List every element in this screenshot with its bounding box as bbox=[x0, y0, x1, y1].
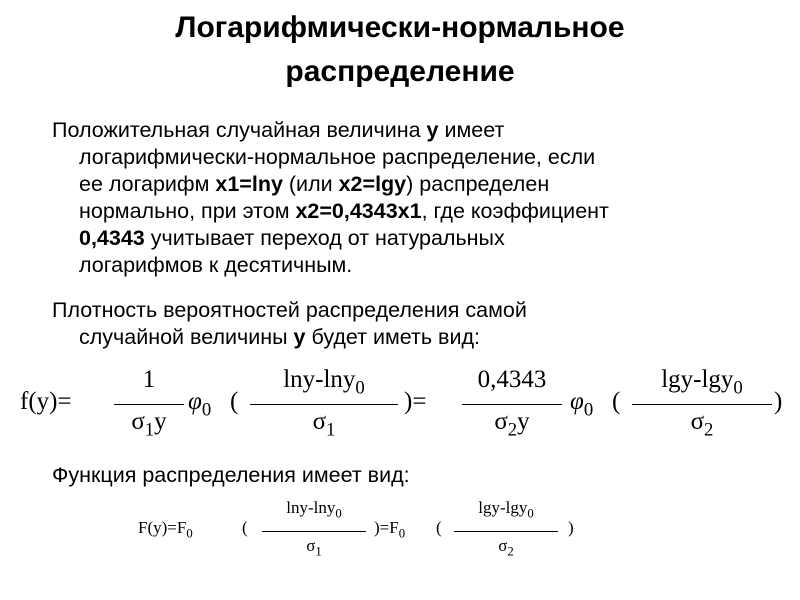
title-line-1: Логарифмически-нормальное bbox=[175, 11, 625, 44]
subscript: 1 bbox=[326, 419, 336, 441]
numerator bbox=[250, 366, 398, 399]
para3-line-1: Функция распределения имеет вид: bbox=[52, 463, 410, 487]
para2-line-2 bbox=[52, 324, 772, 351]
sigma: σ bbox=[131, 408, 145, 435]
close-paren: ) bbox=[568, 518, 574, 537]
fraction-lny bbox=[250, 364, 398, 454]
close-paren: ) bbox=[774, 388, 783, 415]
sigma: σ bbox=[494, 408, 508, 435]
fraction-0-4343 bbox=[462, 364, 562, 454]
denominator bbox=[454, 536, 558, 559]
text: ) распределен bbox=[406, 172, 550, 196]
fraction-lgy bbox=[454, 498, 558, 574]
cdf-formula bbox=[138, 498, 658, 578]
para2-line-1: Плотность вероятностей распределения самой bbox=[52, 298, 527, 322]
denominator bbox=[462, 408, 562, 441]
para1-line-4 bbox=[52, 198, 772, 225]
close-paren-equals: )= bbox=[404, 388, 427, 415]
density-paragraph bbox=[52, 297, 772, 351]
subscript: 0 bbox=[733, 377, 743, 399]
definition-paragraph bbox=[52, 117, 772, 279]
fraction-bar bbox=[262, 531, 366, 532]
subscript: 2 bbox=[507, 544, 514, 559]
close-paren-equals-F0 bbox=[374, 518, 406, 541]
cdf-paragraph bbox=[52, 462, 772, 489]
open-paren: ( bbox=[242, 518, 248, 537]
fraction-bar bbox=[454, 531, 558, 532]
y: y bbox=[517, 408, 530, 435]
text: lgy-lgy bbox=[661, 366, 734, 393]
variable-y: y bbox=[426, 118, 439, 142]
numerator bbox=[262, 498, 366, 521]
open-paren-2: ( bbox=[436, 518, 442, 537]
subscript: 0 bbox=[201, 399, 212, 421]
fraction-bar bbox=[462, 404, 562, 405]
subscript: 2 bbox=[507, 419, 518, 441]
numerator bbox=[454, 498, 558, 521]
subscript: 0 bbox=[335, 506, 342, 521]
subscript: 1 bbox=[315, 544, 322, 559]
phi-zero-2 bbox=[570, 388, 594, 421]
expr-x2: x2=lgy bbox=[338, 172, 407, 196]
variable-y: y bbox=[293, 325, 306, 349]
sigma: σ bbox=[498, 536, 508, 555]
y: y bbox=[154, 408, 167, 435]
slide-title bbox=[0, 6, 800, 94]
open-paren-2: ( bbox=[612, 388, 621, 415]
denominator bbox=[632, 408, 772, 441]
expr-x1: x1=lny bbox=[215, 172, 283, 196]
text: ее логарифм bbox=[79, 172, 216, 196]
text: Положительная случайная величина bbox=[52, 118, 427, 142]
text: (или bbox=[282, 172, 339, 196]
denominator bbox=[114, 408, 184, 441]
expr-relation: x2=0,4343x1 bbox=[295, 199, 422, 223]
coefficient: 0,4343 bbox=[79, 226, 145, 250]
text: учитывает переход от натуральных bbox=[144, 226, 505, 250]
text: lny-lny bbox=[283, 366, 356, 393]
phi-zero bbox=[188, 388, 212, 421]
subscript: 1 bbox=[144, 419, 155, 441]
fraction-bar bbox=[114, 404, 184, 405]
formula-lhs: f(y)= bbox=[20, 388, 72, 415]
phi-symbol: φ bbox=[188, 388, 202, 415]
text: будет иметь вид: bbox=[305, 325, 480, 349]
text: нормально, при этом bbox=[79, 199, 296, 223]
numerator: 0,4343 bbox=[477, 366, 547, 393]
text: имеет bbox=[438, 118, 505, 142]
title-line-2: распределение bbox=[285, 55, 515, 88]
denominator bbox=[250, 408, 398, 441]
numerator bbox=[632, 366, 772, 399]
subscript: 0 bbox=[583, 399, 594, 421]
sigma: σ bbox=[306, 536, 316, 555]
density-formula bbox=[20, 364, 783, 454]
fraction-bar bbox=[250, 404, 398, 405]
subscript: 0 bbox=[398, 526, 406, 541]
para1-line-2: логарифмически-нормальное распределение, если bbox=[79, 145, 596, 169]
fraction-bar bbox=[632, 404, 772, 405]
text: lgy-lgy bbox=[478, 498, 528, 517]
subscript: 0 bbox=[186, 526, 193, 541]
phi-symbol: φ bbox=[570, 388, 584, 415]
para1-line-3 bbox=[52, 171, 772, 198]
fraction-lgy bbox=[632, 364, 772, 454]
fraction-lny bbox=[262, 498, 366, 574]
sigma: σ bbox=[312, 408, 327, 435]
text: , где коэффициент bbox=[421, 199, 609, 223]
subscript: 0 bbox=[527, 506, 534, 521]
text: )=F bbox=[374, 518, 399, 537]
fraction-1-over-sigma1-y bbox=[114, 364, 184, 454]
formula-lhs bbox=[138, 518, 193, 541]
text: случайной величины bbox=[79, 325, 294, 349]
open-paren: ( bbox=[230, 388, 239, 415]
subscript: 2 bbox=[704, 419, 714, 441]
text: lny-lny bbox=[286, 498, 336, 517]
denominator bbox=[262, 536, 366, 559]
sigma: σ bbox=[690, 408, 705, 435]
para1-line-6: логарифмов к десятичным. bbox=[79, 253, 353, 277]
subscript: 0 bbox=[355, 377, 365, 399]
numerator: 1 bbox=[142, 366, 156, 393]
para1-line-1 bbox=[52, 117, 772, 144]
text: F(y)=F bbox=[138, 518, 187, 537]
para1-line-5 bbox=[52, 225, 772, 252]
